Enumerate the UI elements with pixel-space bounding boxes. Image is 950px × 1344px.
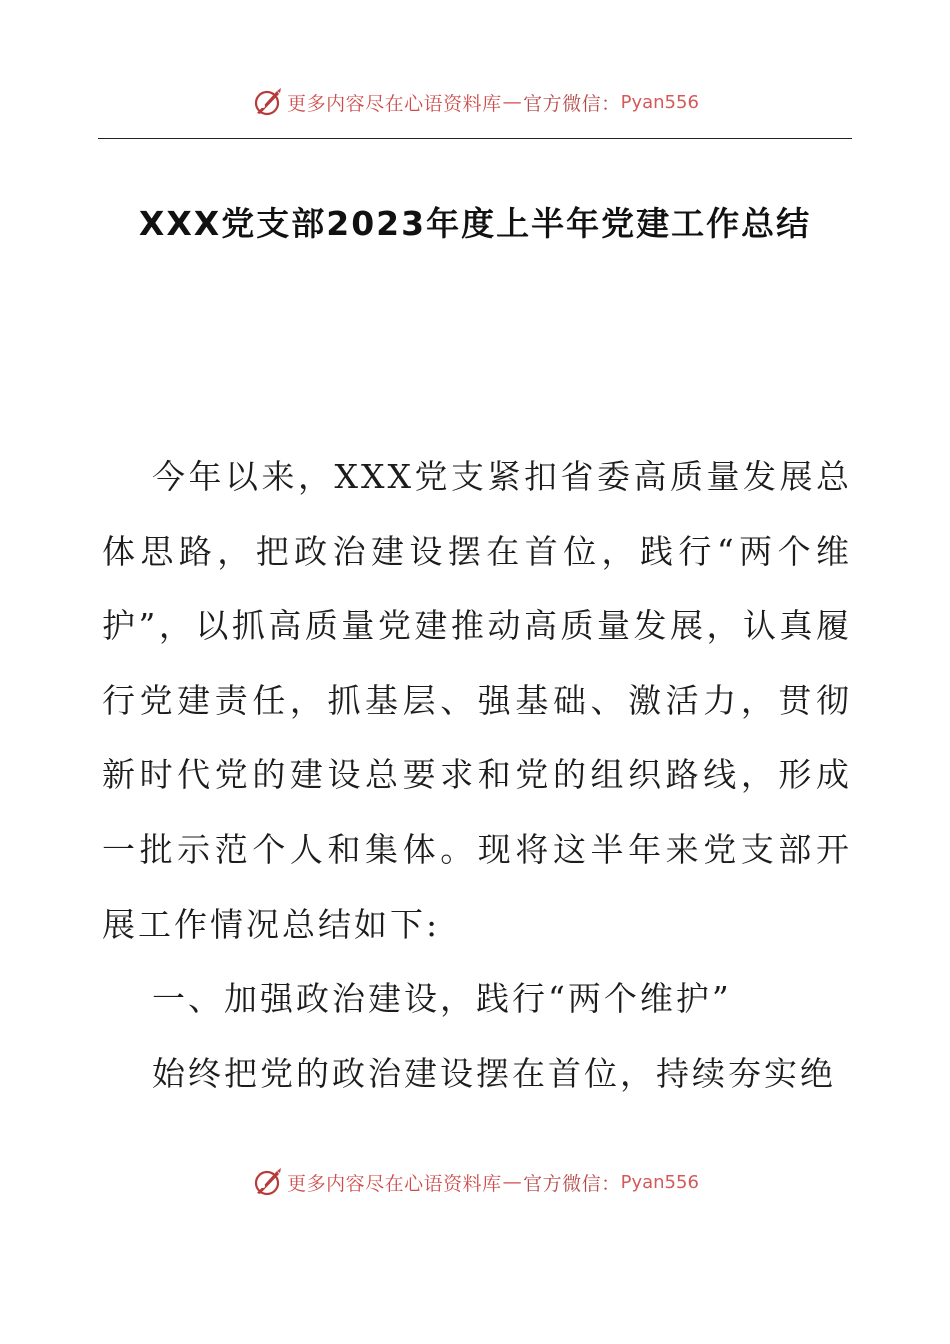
banner-site-text: 更多内容尽在心语资料库 — [287, 92, 502, 115]
header-divider — [98, 138, 852, 139]
footer-banner — [0, 1162, 950, 1202]
banner-wechat-label: 官方微信： — [523, 1172, 621, 1195]
banner-wechat-id: Pyan556 — [620, 1171, 699, 1193]
intro-paragraph: 今年以来，XXX党支紧扣省委高质量发展总体思路，把政治建设摆在首位，践行“两个维护”，以抓高质量党建推动高质量发展，认真履行党建责任，抓基层、强基础、激活力，贯彻新时代党的建设总要求和党的组织路线，形成一批示范个人和集体。现将这半年来党支部开展工作情况总结如下: — [102, 457, 852, 944]
banner-wechat-id: Pyan556 — [620, 91, 699, 113]
banner-separator: — — [502, 91, 523, 113]
banner-wechat-label: 官方微信： — [523, 92, 621, 115]
document-title: XXX党支部2023年度上半年党建工作总结 — [138, 204, 812, 243]
banner-site-text: 更多内容尽在心语资料库 — [287, 1172, 502, 1195]
section-heading: 一、加强政治建设，践行“两个维护” — [152, 979, 732, 1019]
quill-logo-icon — [251, 1166, 283, 1198]
banner-separator: — — [502, 1171, 523, 1193]
quill-logo-icon — [251, 86, 283, 118]
header-banner — [0, 82, 950, 122]
document-body — [102, 440, 852, 1111]
section-paragraph: 始终把党的政治建设摆在首位，持续夯实绝 — [152, 1053, 836, 1093]
